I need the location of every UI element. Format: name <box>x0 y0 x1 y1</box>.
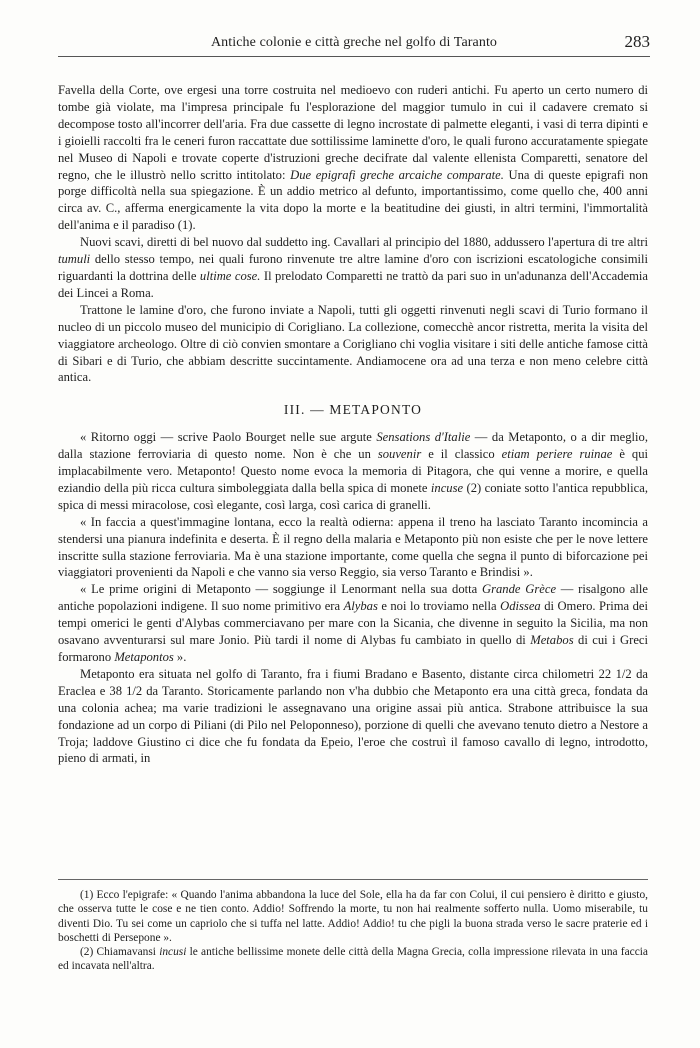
footnote-1: (1) Ecco l'epigrafe: « Quando l'anima abbandona la luce del Sole, ella ha da far con Colui, il cui pensiero è diritto e giusto, che osserva tutte le cose e ne tien conto. Addio! Soffrendo la morte, tu non hai realmente sofferto nulla. Uomo miserabile, tu diventi Dio. Tu sei come un capriolo che si tuffa nel latte. Addio! Addio! tu che pigli la buona strada verso le sacre praterie ed i boschetti di Persepone ». <box>58 889 648 944</box>
paragraph: Nuovi scavi, diretti di bel nuovo dal suddetto ing. Cavallari al principio del 1880, addussero l'apertura di tre altri tumuli dello stesso tempo, nei quali furono rinvenute tre altre lamine d'oro con iscrizioni escatologiche consimili riguardanti la dottrina delle ultime cose. Il prelodato Comparetti ne trattò da pari suo in un'adunanza dell'Accademia dei Lincei a Roma. <box>58 235 648 300</box>
paragraph: Favella della Corte, ove ergesi una torre costruita nel medioevo con ruderi antichi. Fu aperto un certo numero di tombe già violate, ma l'impresa principale fu l'esplorazione del maggior tumulo in cui il cadavere cremato si decompose tosto all'incorrer dell'aria. Fra due cassette di legno incrostate di palmette eleganti, i vasi di terra dipinti e i gioielli raccolti fra le ceneri furon raccattate due sottilissime laminette d'oro, le quali furono accuratamente spiegate nel Museo di Napoli e trovate coperte d'istruzioni greche decifrate dal valente ellenista Comparetti, senatore del regno, che le illustrò nello scritto intitolato: Due epigrafi greche arcaiche comparate. Una di queste epigrafi non porge difficoltà nella sua spiegazione. È un addio metrico al defunto, importantissimo, come quello che, 400 anni circa av. C., afferma energicamente la vita dopo la morte e la beatitudine dei giusti, in altri termini, l'immortalità dell'anima e il paradiso (1). <box>58 83 648 233</box>
section-heading: III. — METAPONTO <box>283 402 423 418</box>
footnote-2: (2) Chiamavansi incusi le antiche bellissime monete delle città della Magna Grecia, colla impressione rilevata in una faccia ed incavata nell'altra. <box>58 946 648 973</box>
body-text <box>58 82 648 767</box>
fraction: 1/2 <box>615 666 632 681</box>
paragraph: « Ritorno oggi — scrive Paolo Bourget nelle sue argute Sensations d'Italie — da Metaponto, o a dir meglio, dalla stazione ferroviaria di questo nome. Non è che un souvenir e il classico etiam periere ruinae è qui implacabilmente vero. Metaponto! Questo nome evoca la memoria di Pitagora, che qui venne a morire, e quella eziandio della più ricca cultura simboleggiata dalla bella spica di monete incuse (2) coniate sotto l'antica repubblica, spica di messi miracolose, così elegante, così larga, così carica di granelli. <box>58 430 648 512</box>
page-number: 283 <box>624 32 650 51</box>
paragraph: Trattone le lamine d'oro, che furono inviate a Napoli, tutti gli oggetti rinvenuti negli scavi di Turio formano il nucleo di un piccolo museo del municipio di Corigliano. La collezione, comecchè ancor ristretta, merita la visita del viaggiatore archeologo. Oltre di ciò convien smontare a Corigliano chi voglia visitare i siti delle antiche famose città di Sibari e di Turio, che abbiam descritte succintamente. Andiamocene ora ad una terza e non meno celebre città antica. <box>58 302 648 385</box>
running-title: Antiche colonie e città greche nel golfo di Taranto <box>210 35 498 50</box>
paragraph: « Le prime origini di Metaponto — soggiunge il Lenormant nella sua dotta Grande Grèce — risalgono alle antiche popolazioni indigene. Il suo nome primitivo era Alybas e noi lo troviamo nella Odissea di Omero. Prima dei tempi omerici le genti d'Alybas commerciavano per mare con la Sicania, che divenne in seguito la Sicilia, ma non osavano avventurarsi sul mare Jonio. Più tardi il nome di Alybas fu cambiato in quello di Metabos di cui i Greci formarono Metapontos ». <box>58 582 649 664</box>
footnotes <box>58 879 648 974</box>
running-header <box>58 34 650 57</box>
paragraph: « In faccia a quest'immagine lontana, ecco la realtà odierna: appena il treno ha lasciato Taranto incomincia a stendersi una pianura indefinita e deserta. È il regno della malaria e Metaponto più non esiste che per le nove lettere inscritte sulla stazione ferroviaria. Ma è una stazione importante, come quella che segna il punto di biforcazione pei viaggiatori provenienti da Napoli e che vanno sia verso Reggio, sia verso Taranto e Brindisi ». <box>58 514 648 580</box>
fraction: 1/2 <box>126 683 143 698</box>
paragraph: Metaponto era situata nel golfo di Taranto, fra i fiumi Bradano e Basento, distante circa chilometri 22 1/2 da Eraclea e 38 1/2 da Taranto. Storicamente parlando non v'ha dubbio che Metaponto era una città greca, fondata da una colonia achea; ma varie tradizioni le assegnavano una origine assai più antica. Strabone attribuisce la sua fondazione ad un corpo di Piliani (di Pilo nel Peloponneso), porzione di quelli che avevano tenuto dietro a Nestore a Troja; laddove Giustino ci dice che fu fondata da Epeio, l'eroe che costruì il famoso cavallo di legno, introdotto, pieno di armati, in <box>58 666 649 766</box>
